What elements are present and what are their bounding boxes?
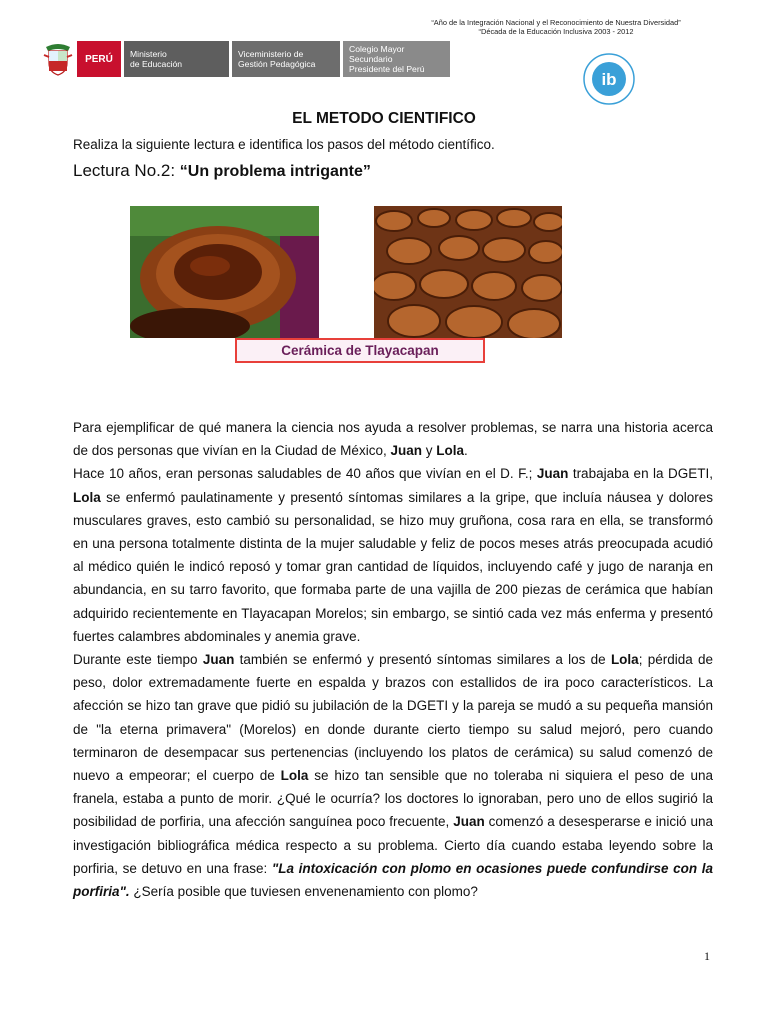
ministry-line-2: de Educación [130, 59, 183, 69]
ministry-line-1: Ministerio [130, 49, 167, 59]
paragraph-3 [73, 648, 713, 903]
text-run: comenzó a desesperarse e inició una investigación bibliográfica médica respecto a su problema. Cierto día cuando estaba leyendo sobre la porfiria, se detuvo en una frase: [73, 814, 713, 876]
ib-logo-text: ib [601, 70, 617, 89]
reading-label: Lectura No.2: [73, 161, 180, 180]
paragraph-2 [73, 462, 713, 648]
name-juan: Juan [453, 814, 485, 830]
name-juan: Juan [202, 652, 235, 668]
reading-heading [73, 161, 371, 181]
paragraph-1 [73, 416, 713, 462]
name-lola: Lola [436, 443, 464, 459]
text-run: se enfermó paulatinamente y presentó síntomas similares a la gripe, que incluía náusea y dolores musculares graves, esto cambió su personalidad, se hizo muy gruñona, cosa rara en ella, se transformó en una persona totalmente distinta de la mujer saludable y feliz de pocos meses atrás preocupada acudió al médico quién le indicó reposó y tomar gran cantidad de líquidos, incluyendo café y jugo de naranja en abundancia, en su tarro favorito, que formaba parte de una vajilla de 200 piezas de cerámica que habían adquirido recientemente en Tlayacapan Morelos; sin embargo, se sintió cada vez más enferma y presentó fuertes calambres abdominales y anemia grave. [73, 489, 713, 644]
name-lola: Lola [73, 489, 101, 505]
school-line-1: Colegio Mayor Secundario [349, 44, 405, 64]
text-run: trabajaba en la DGETI, [568, 466, 713, 482]
school-line-2: Presidente del Perú [349, 64, 425, 74]
page-number: 1 [704, 949, 710, 963]
text-run: . [464, 443, 468, 459]
viceministry-block [232, 41, 340, 77]
name-juan: Juan [536, 466, 569, 482]
reading-body [73, 416, 713, 903]
text-run: se hizo tan sensible que no toleraba ni siquiera el peso de una franela, estaba a punto de morir. ¿Qué le ocurría? los doctores lo ignoraban, pero uno de ellos sugirió la posibilidad de porfiria, una afección sanguínea poco frecuente, [73, 768, 714, 830]
name-juan: Juan [390, 443, 422, 459]
name-lola: Lola [610, 652, 639, 668]
name-lola: Lola [280, 768, 309, 784]
school-block [343, 41, 450, 77]
motto-line-1: “Año de la Integración Nacional y el Reconocimiento de Nuestra Diversidad” [431, 18, 681, 27]
text-run: Hace 10 años, eran personas saludables de 40 años que vivían en el D. F.; [73, 466, 537, 482]
text-run: ; pérdida de peso, dolor extremadamente fuerte en espalda y brazos con estallidos de ira poco característicos. La afección se hizo tan grave que pidió su jubilación de la DGETI y la pareja se mudó a su pequeña mansión de "la eterna primavera" (Morelos) en donde durante cierto tiempo su salud mejoró, pero cuando terminaron de desempacar sus pertenencias (incluyendo los platos de cerámica) su salud comenzó de nuevo a empeorar; el cuerpo de [73, 652, 713, 784]
quote-text: "La intoxicación con plomo en ocasiones puede confundirse con la porfiria". [73, 860, 713, 900]
reading-title: “Un problema intrigante” [179, 163, 371, 180]
document-title: EL METODO CIENTIFICO [292, 110, 476, 127]
government-banner [77, 41, 450, 77]
ib-logo-icon [582, 52, 636, 106]
ceramic-pot-photo [130, 206, 319, 338]
text-run: también se enfermó y presentó síntomas similares a los de [234, 652, 611, 668]
text-run: ¿Sería posible que tuviesen envenenamiento con plomo? [129, 884, 478, 900]
text-run: y [421, 443, 437, 459]
vice-line-1: Viceministerio de [238, 49, 304, 59]
ceramic-market-photo [374, 206, 562, 338]
peru-brand: PERÚ [77, 41, 121, 77]
motto-line-2: “Década de la Educación Inclusiva 2003 - 2012 [478, 27, 634, 36]
text-run: Durante este tiempo [73, 652, 203, 668]
peru-coat-of-arms-icon [42, 41, 74, 77]
header-motto [376, 18, 736, 36]
instruction-text: Realiza la siguiente lectura e identifica los pasos del método científico. [73, 137, 495, 152]
image-caption: Cerámica de Tlayacapan [235, 338, 485, 363]
vice-line-2: Gestión Pedagógica [238, 59, 316, 69]
text-run: Para ejemplificar de qué manera la ciencia nos ayuda a resolver problemas, se narra una historia acerca de dos personas que vivían en la Ciudad de México, [73, 420, 713, 459]
ministry-block [124, 41, 229, 77]
